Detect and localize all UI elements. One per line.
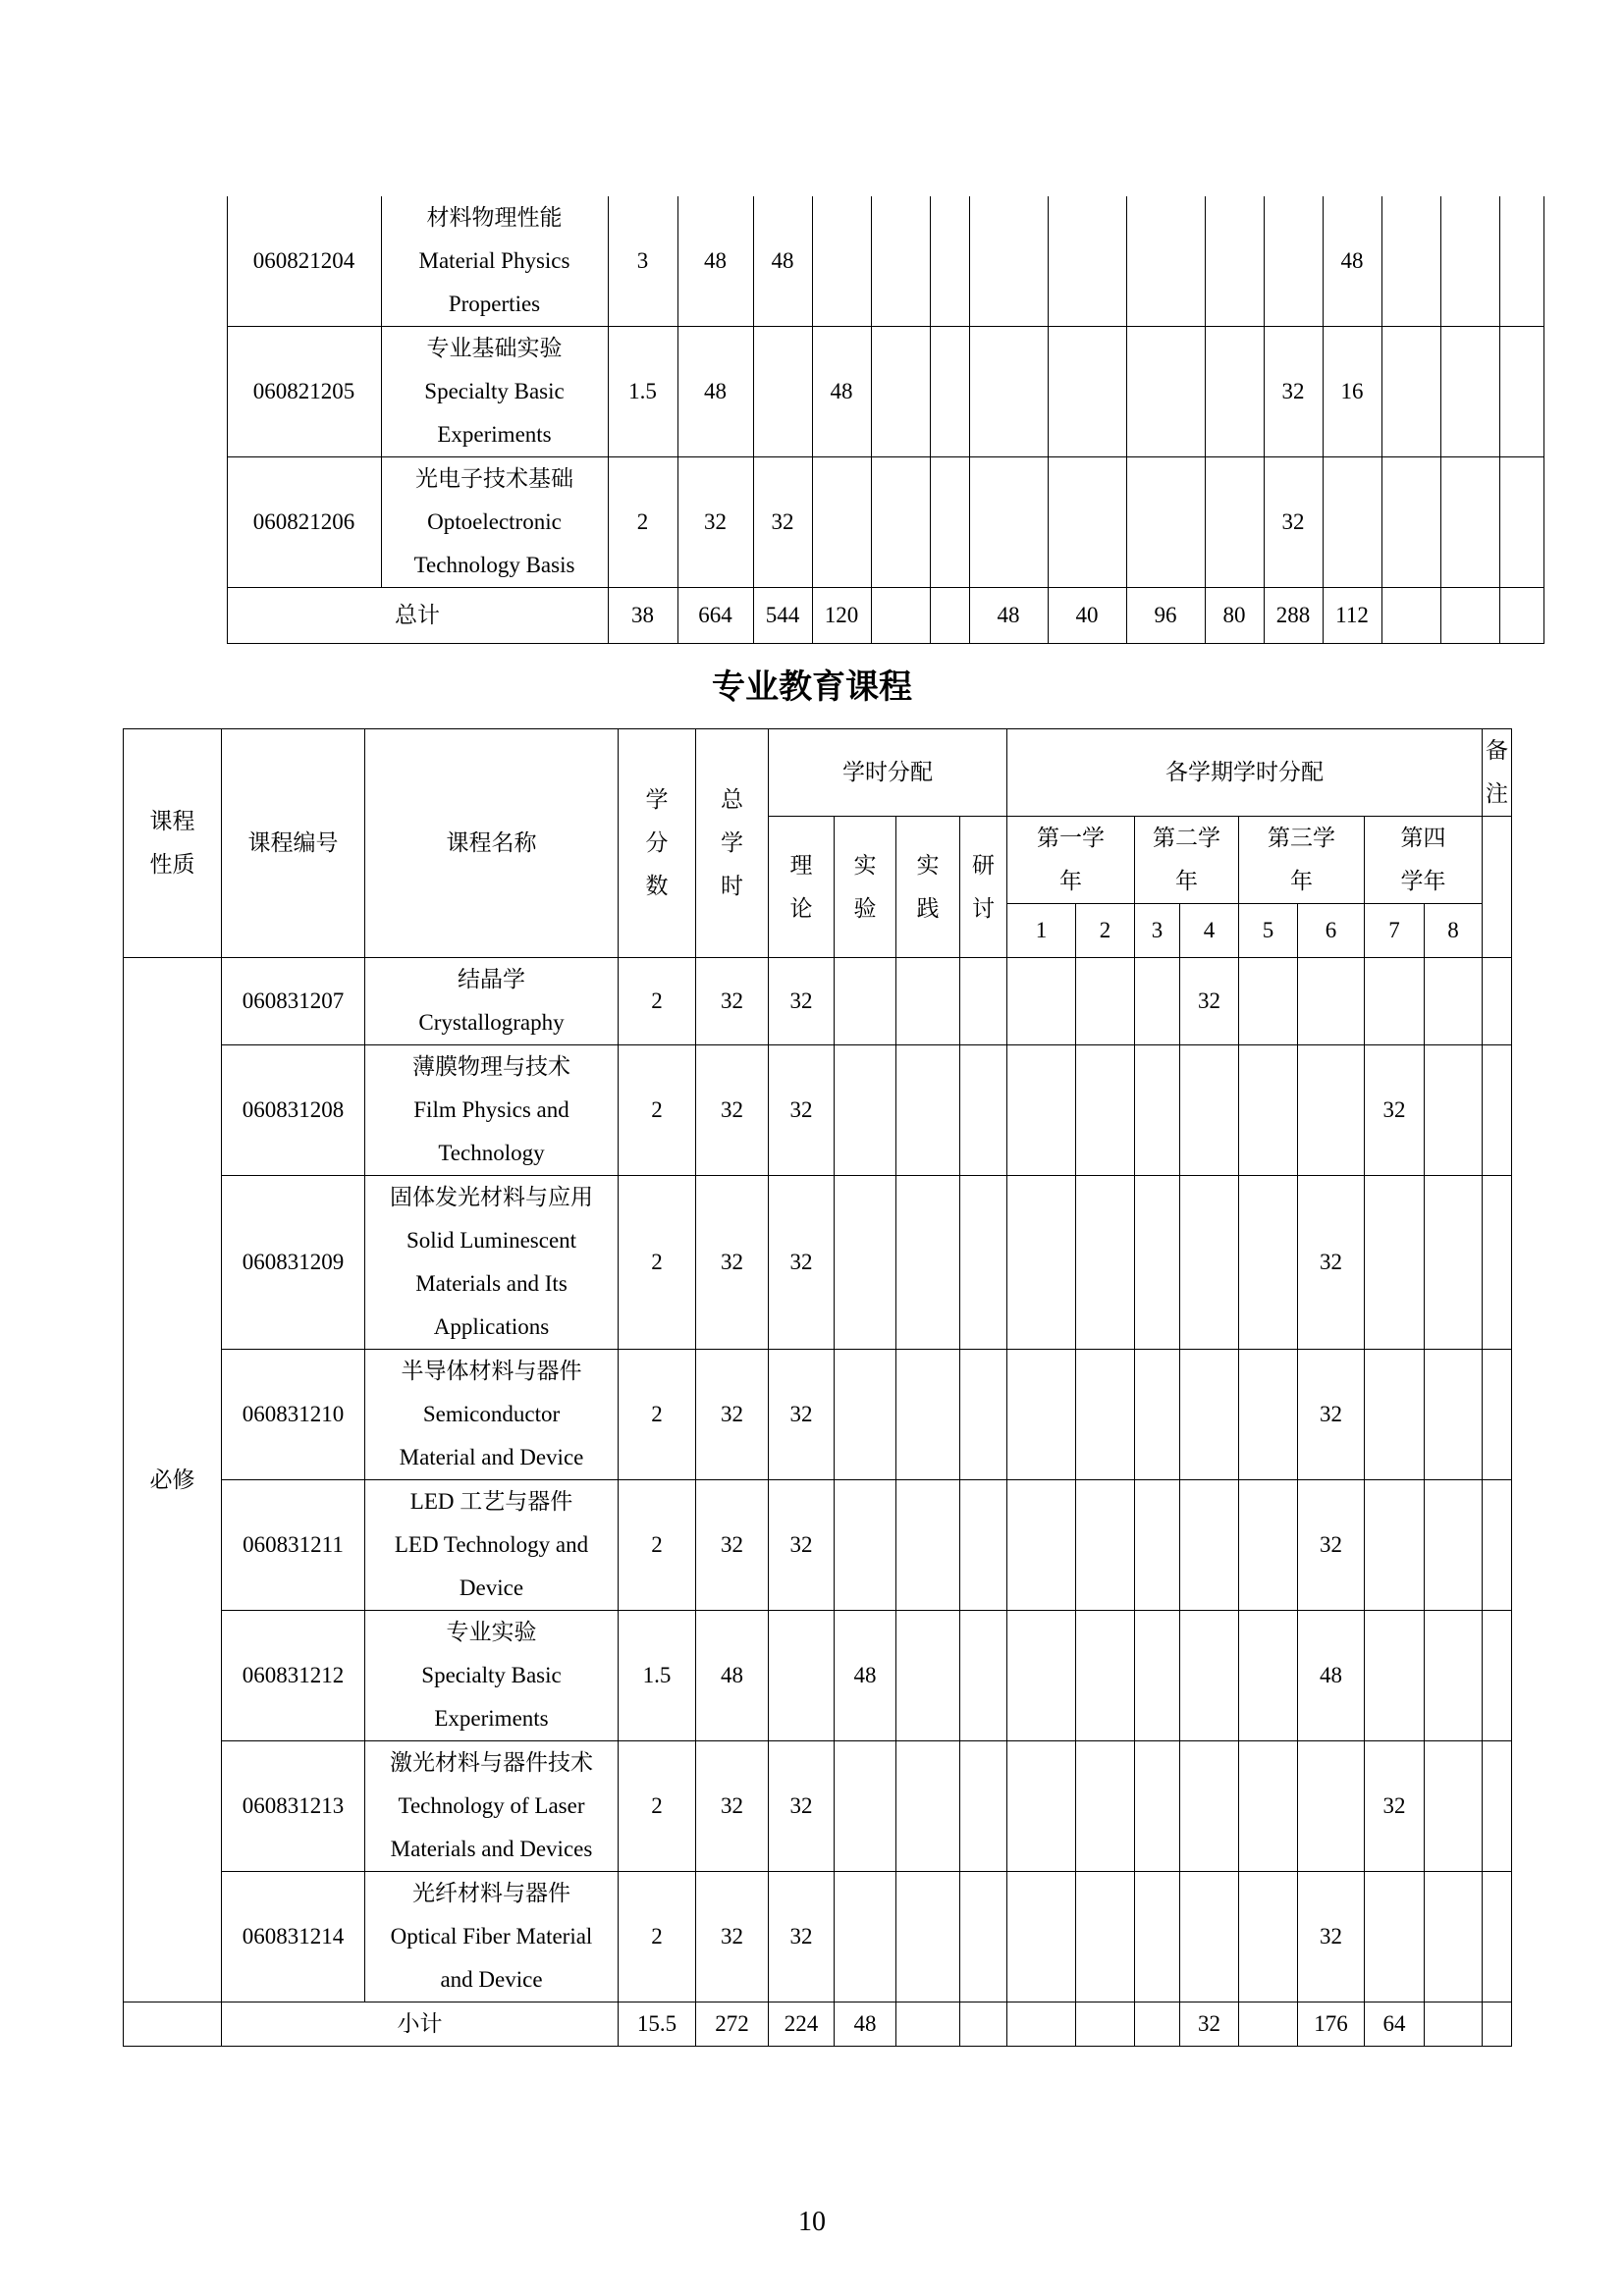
cell-practice: [896, 1611, 960, 1741]
cell-note: [1483, 1350, 1512, 1480]
cell-term-1: [1007, 1350, 1076, 1480]
course-name: [365, 1611, 619, 1741]
cell-term-7: [1365, 958, 1425, 1045]
header-term-3: 3: [1135, 904, 1180, 958]
header-term-5: 5: [1239, 904, 1298, 958]
course-name-line: Technology: [438, 1141, 545, 1165]
cell-total: 48: [677, 196, 753, 327]
cell-term-5: [1239, 1872, 1298, 2002]
subtotal-term-3: [1135, 2002, 1180, 2047]
course-code: 060821204: [227, 196, 381, 327]
header-theory: 理 论: [769, 817, 835, 958]
course-name-line: Properties: [448, 292, 541, 316]
course-name-line: Specialty Basic: [424, 379, 565, 403]
cell-s6: 16: [1323, 327, 1381, 457]
cell-term-3: [1135, 1350, 1180, 1480]
header-term-2: 2: [1076, 904, 1135, 958]
course-name: [365, 1741, 619, 1872]
cell-credit: 3: [608, 196, 677, 327]
cell-term-2: [1076, 1741, 1135, 1872]
cell-term-6: 32: [1298, 1350, 1365, 1480]
cell-s1: [969, 196, 1048, 327]
subtotal-practice: [896, 2002, 960, 2047]
total-note: [1499, 588, 1543, 644]
cell-term-8: [1425, 1480, 1483, 1611]
header-year-2: 第二学 年: [1135, 817, 1239, 904]
cell-s8: [1440, 457, 1499, 588]
header-term-4: 4: [1180, 904, 1239, 958]
cell-term-5: [1239, 1741, 1298, 1872]
cell-credit: 2: [619, 1350, 696, 1480]
course-code: 060831214: [222, 1872, 365, 2002]
cell-note: [1483, 1045, 1512, 1176]
total-label: 总计: [227, 588, 608, 644]
cell-term-3: [1135, 1872, 1180, 2002]
course-name-line: Applications: [433, 1314, 550, 1339]
cell-term-7: 32: [1365, 1741, 1425, 1872]
cell-term-1: [1007, 1741, 1076, 1872]
cell-theory: 32: [769, 1350, 835, 1480]
cell-s8: [1440, 327, 1499, 457]
total-theory: 544: [753, 588, 812, 644]
cell-credit: 2: [619, 1045, 696, 1176]
total-s2: 40: [1048, 588, 1126, 644]
cell-credit: 1.5: [608, 327, 677, 457]
course-name-line: LED 工艺与器件: [409, 1489, 573, 1514]
cell-practice: [871, 457, 930, 588]
cell-s5: [1264, 196, 1323, 327]
course-name-line: Materials and Its: [415, 1271, 568, 1296]
course-name-line: 激光材料与器件技术: [390, 1750, 593, 1775]
course-code: 060831207: [222, 958, 365, 1045]
cell-term-5: [1239, 1045, 1298, 1176]
cell-practice: [896, 1350, 960, 1480]
course-name: [365, 1480, 619, 1611]
course-name-line: Semiconductor: [422, 1402, 561, 1426]
cell-term-4: [1180, 1176, 1239, 1350]
cell-s3: [1126, 196, 1205, 327]
cell-theory: 32: [769, 958, 835, 1045]
cell-note: [1483, 1480, 1512, 1611]
header-practice: 实 践: [896, 817, 960, 958]
cell-s2: [1048, 327, 1126, 457]
course-name-line: Technology Basis: [413, 553, 575, 577]
total-s8: [1440, 588, 1499, 644]
cell-s3: [1126, 457, 1205, 588]
section-title: 专业教育课程: [712, 667, 912, 707]
subtotal-total: 272: [696, 2002, 769, 2047]
cell-credit: 2: [619, 1176, 696, 1350]
subtotal-credit: 15.5: [619, 2002, 696, 2047]
cell-term-5: [1239, 958, 1298, 1045]
cell-term-4: [1180, 1350, 1239, 1480]
cell-note: [1483, 1176, 1512, 1350]
cell-s3: [1126, 327, 1205, 457]
cell-term-6: [1298, 1045, 1365, 1176]
cell-term-3: [1135, 1176, 1180, 1350]
subtotal-blank: [124, 2002, 222, 2047]
cell-term-8: [1425, 1176, 1483, 1350]
cell-experiment: 48: [812, 327, 871, 457]
cell-term-8: [1425, 1872, 1483, 2002]
cell-experiment: [835, 1480, 896, 1611]
cell-theory: [753, 327, 812, 457]
cell-term-1: [1007, 1611, 1076, 1741]
cell-term-8: [1425, 1350, 1483, 1480]
header-seminar: 研 讨: [960, 817, 1007, 958]
cell-seminar: [930, 196, 969, 327]
total-s4: 80: [1205, 588, 1264, 644]
subtotal-term-2: [1076, 2002, 1135, 2047]
cell-practice: [896, 1176, 960, 1350]
cell-seminar: [960, 1350, 1007, 1480]
course-name-line: Materials and Devices: [390, 1837, 593, 1861]
cell-credit: 2: [619, 1872, 696, 2002]
header-term-6: 6: [1298, 904, 1365, 958]
subtotal-experiment: 48: [835, 2002, 896, 2047]
header-note-blank: [1483, 817, 1512, 958]
cell-seminar: [960, 1045, 1007, 1176]
header-course-name: 课程名称: [365, 729, 619, 958]
cell-term-7: 32: [1365, 1045, 1425, 1176]
total-credit: 38: [608, 588, 677, 644]
cell-term-8: [1425, 1741, 1483, 1872]
cell-term-2: [1076, 958, 1135, 1045]
subtotal-term-6: 176: [1298, 2002, 1365, 2047]
cell-term-6: 32: [1298, 1176, 1365, 1350]
course-name-line: Material Physics: [418, 248, 570, 273]
course-name-line: 材料物理性能: [426, 205, 563, 230]
cell-s7: [1381, 196, 1440, 327]
cell-term-3: [1135, 1741, 1180, 1872]
cell-seminar: [930, 457, 969, 588]
course-name: [365, 1176, 619, 1350]
header-year-4: 第四 学年: [1365, 817, 1483, 904]
table-row: [124, 958, 1512, 1045]
course-name-line: 专业实验: [446, 1620, 537, 1644]
cell-s6: 48: [1323, 196, 1381, 327]
cell-note: [1499, 196, 1543, 327]
cell-practice: [896, 958, 960, 1045]
course-name-line: 半导体材料与器件: [401, 1359, 582, 1383]
cell-theory: 32: [769, 1872, 835, 2002]
subtotal-term-4: 32: [1180, 2002, 1239, 2047]
cell-practice: [896, 1741, 960, 1872]
course-name-line: LED Technology and: [394, 1532, 589, 1557]
cell-note: [1483, 1741, 1512, 1872]
cell-credit: 1.5: [619, 1611, 696, 1741]
cell-term-3: [1135, 1480, 1180, 1611]
cell-term-2: [1076, 1611, 1135, 1741]
cell-s8: [1440, 196, 1499, 327]
total-seminar: [930, 588, 969, 644]
course-name-line: Device: [459, 1575, 524, 1600]
cell-total: 32: [677, 457, 753, 588]
cell-practice: [871, 327, 930, 457]
cell-experiment: [835, 958, 896, 1045]
cell-practice: [896, 1045, 960, 1176]
total-s5: 288: [1264, 588, 1323, 644]
total-s1: 48: [969, 588, 1048, 644]
course-name-line: Optical Fiber Material: [390, 1924, 593, 1949]
cell-theory: 32: [769, 1045, 835, 1176]
cell-term-7: [1365, 1176, 1425, 1350]
header-note: 备 注: [1483, 729, 1512, 817]
cell-theory: 32: [753, 457, 812, 588]
subtotal-theory: 224: [769, 2002, 835, 2047]
cell-term-3: [1135, 958, 1180, 1045]
cell-practice: [871, 196, 930, 327]
table-row: [124, 1741, 1512, 1872]
total-s3: 96: [1126, 588, 1205, 644]
course-name: [381, 196, 608, 327]
header-year-3: 第三学 年: [1239, 817, 1365, 904]
cell-note: [1483, 1872, 1512, 2002]
cell-term-2: [1076, 1045, 1135, 1176]
subtotal-term-1: [1007, 2002, 1076, 2047]
total-total: 664: [677, 588, 753, 644]
total-practice: [871, 588, 930, 644]
table-row: [124, 1350, 1512, 1480]
course-code: 060831212: [222, 1611, 365, 1741]
course-name-line: Technology of Laser: [398, 1793, 585, 1818]
cell-credit: 2: [619, 958, 696, 1045]
cell-total: 32: [696, 1350, 769, 1480]
course-name: [365, 1872, 619, 2002]
cell-term-6: 48: [1298, 1611, 1365, 1741]
course-code: 060831209: [222, 1176, 365, 1350]
table-row: [135, 196, 1543, 327]
cell-seminar: [960, 1611, 1007, 1741]
cell-term-3: [1135, 1611, 1180, 1741]
cell-theory: 32: [769, 1741, 835, 1872]
total-experiment: 120: [812, 588, 871, 644]
cell-total: 32: [696, 1872, 769, 2002]
cell-term-4: [1180, 1611, 1239, 1741]
cell-note: [1499, 327, 1543, 457]
course-name: [365, 1045, 619, 1176]
nature-cell: [135, 196, 227, 644]
cell-term-8: [1425, 958, 1483, 1045]
cell-theory: [769, 1611, 835, 1741]
course-code: 060831208: [222, 1045, 365, 1176]
cell-term-1: [1007, 1176, 1076, 1350]
cell-total: 32: [696, 1045, 769, 1176]
cell-seminar: [960, 1480, 1007, 1611]
page-number: 10: [798, 2207, 826, 2237]
cell-total: 48: [677, 327, 753, 457]
cell-term-4: [1180, 1480, 1239, 1611]
cell-s1: [969, 327, 1048, 457]
cell-seminar: [960, 958, 1007, 1045]
header-course-code: 课程编号: [222, 729, 365, 958]
cell-term-2: [1076, 1480, 1135, 1611]
cell-s7: [1381, 327, 1440, 457]
cell-experiment: [812, 457, 871, 588]
course-code: 060831210: [222, 1350, 365, 1480]
cell-term-8: [1425, 1611, 1483, 1741]
header-hours-distribution: 学时分配: [769, 729, 1007, 817]
cell-term-5: [1239, 1350, 1298, 1480]
cell-term-3: [1135, 1045, 1180, 1176]
cell-total: 32: [696, 1741, 769, 1872]
course-code: 060821206: [227, 457, 381, 588]
cell-term-1: [1007, 1480, 1076, 1611]
course-nature: 必修: [124, 958, 222, 2002]
header-total-hours: 总 学 时: [696, 729, 769, 958]
cell-term-7: [1365, 1480, 1425, 1611]
cell-s4: [1205, 457, 1264, 588]
cell-term-1: [1007, 1045, 1076, 1176]
cell-experiment: [835, 1176, 896, 1350]
cell-term-8: [1425, 1045, 1483, 1176]
cell-term-4: 32: [1180, 958, 1239, 1045]
course-code: 060831211: [222, 1480, 365, 1611]
header-year-1: 第一学 年: [1007, 817, 1135, 904]
cell-term-4: [1180, 1872, 1239, 2002]
cell-credit: 2: [608, 457, 677, 588]
previous-course-table: [135, 196, 1544, 644]
cell-note: [1499, 457, 1543, 588]
cell-total: 32: [696, 1176, 769, 1350]
header-credits: 学 分 数: [619, 729, 696, 958]
subtotal-seminar: [960, 2002, 1007, 2047]
cell-term-2: [1076, 1176, 1135, 1350]
cell-s5: 32: [1264, 327, 1323, 457]
cell-term-6: 32: [1298, 1480, 1365, 1611]
cell-seminar: [960, 1872, 1007, 2002]
cell-experiment: [835, 1741, 896, 1872]
header-term-distribution: 各学期学时分配: [1007, 729, 1483, 817]
course-name-line: Experiments: [437, 422, 552, 447]
total-row: [135, 588, 1543, 644]
cell-seminar: [960, 1176, 1007, 1350]
cell-term-1: [1007, 958, 1076, 1045]
cell-term-1: [1007, 1872, 1076, 2002]
course-name: [381, 327, 608, 457]
subtotal-note: [1483, 2002, 1512, 2047]
cell-practice: [896, 1872, 960, 2002]
course-name-line: Crystallography: [418, 1010, 565, 1035]
header-experiment: 实 验: [835, 817, 896, 958]
course-name: [365, 958, 619, 1045]
cell-experiment: [835, 1350, 896, 1480]
cell-s2: [1048, 196, 1126, 327]
cell-term-7: [1365, 1872, 1425, 2002]
course-code: 060831213: [222, 1741, 365, 1872]
cell-experiment: [812, 196, 871, 327]
subtotal-term-7: 64: [1365, 2002, 1425, 2047]
cell-s2: [1048, 457, 1126, 588]
cell-practice: [896, 1480, 960, 1611]
subtotal-label: 小计: [222, 2002, 619, 2047]
cell-theory: 32: [769, 1480, 835, 1611]
table-row: [124, 1611, 1512, 1741]
cell-term-4: [1180, 1741, 1239, 1872]
course-name: [381, 457, 608, 588]
cell-s6: [1323, 457, 1381, 588]
cell-term-6: 32: [1298, 1872, 1365, 2002]
cell-seminar: [930, 327, 969, 457]
course-name-line: Specialty Basic: [421, 1663, 562, 1687]
course-name-line: 专业基础实验: [426, 336, 563, 360]
cell-term-4: [1180, 1045, 1239, 1176]
cell-seminar: [960, 1741, 1007, 1872]
cell-term-6: [1298, 958, 1365, 1045]
cell-term-5: [1239, 1611, 1298, 1741]
course-name-line: Optoelectronic: [427, 509, 562, 534]
cell-credit: 2: [619, 1480, 696, 1611]
professional-education-course-table: [123, 728, 1512, 2047]
table-row: [124, 1480, 1512, 1611]
cell-total: 32: [696, 958, 769, 1045]
course-name: [365, 1350, 619, 1480]
course-name-line: 固体发光材料与应用: [390, 1185, 593, 1209]
cell-theory: 48: [753, 196, 812, 327]
cell-term-7: [1365, 1350, 1425, 1480]
cell-theory: 32: [769, 1176, 835, 1350]
total-s6: 112: [1323, 588, 1381, 644]
cell-experiment: [835, 1045, 896, 1176]
course-name-line: 薄膜物理与技术: [412, 1054, 570, 1079]
header-term-1: 1: [1007, 904, 1076, 958]
cell-s7: [1381, 457, 1440, 588]
course-name-line: Material and Device: [399, 1445, 584, 1469]
total-s7: [1381, 588, 1440, 644]
cell-term-2: [1076, 1872, 1135, 2002]
cell-s1: [969, 457, 1048, 588]
course-name-line: 结晶学: [458, 967, 525, 991]
cell-term-6: [1298, 1741, 1365, 1872]
course-name-line: Experiments: [434, 1706, 549, 1731]
subtotal-term-5: [1239, 2002, 1298, 2047]
subtotal-term-8: [1425, 2002, 1483, 2047]
table-row: [124, 1176, 1512, 1350]
course-name-line: 光纤材料与器件: [412, 1881, 570, 1905]
cell-s5: 32: [1264, 457, 1323, 588]
header-term-8: 8: [1425, 904, 1483, 958]
course-name-line: and Device: [440, 1967, 543, 1992]
subtotal-row: [124, 2002, 1512, 2047]
cell-note: [1483, 958, 1512, 1045]
cell-note: [1483, 1611, 1512, 1741]
header-course-nature: 课程 性质: [124, 729, 222, 958]
cell-term-5: [1239, 1480, 1298, 1611]
cell-s4: [1205, 196, 1264, 327]
cell-experiment: 48: [835, 1611, 896, 1741]
course-name-line: 光电子技术基础: [415, 466, 573, 491]
cell-term-2: [1076, 1350, 1135, 1480]
course-name-line: Film Physics and: [413, 1097, 569, 1122]
header-term-7: 7: [1365, 904, 1425, 958]
cell-total: 32: [696, 1480, 769, 1611]
cell-term-5: [1239, 1176, 1298, 1350]
table-row: [135, 327, 1543, 457]
course-name-line: Solid Luminescent: [406, 1228, 577, 1253]
cell-total: 48: [696, 1611, 769, 1741]
cell-experiment: [835, 1872, 896, 2002]
cell-term-7: [1365, 1611, 1425, 1741]
course-code: 060821205: [227, 327, 381, 457]
cell-credit: 2: [619, 1741, 696, 1872]
table-row: [124, 1045, 1512, 1176]
cell-s4: [1205, 327, 1264, 457]
table-row: [135, 457, 1543, 588]
table-row: [124, 1872, 1512, 2002]
